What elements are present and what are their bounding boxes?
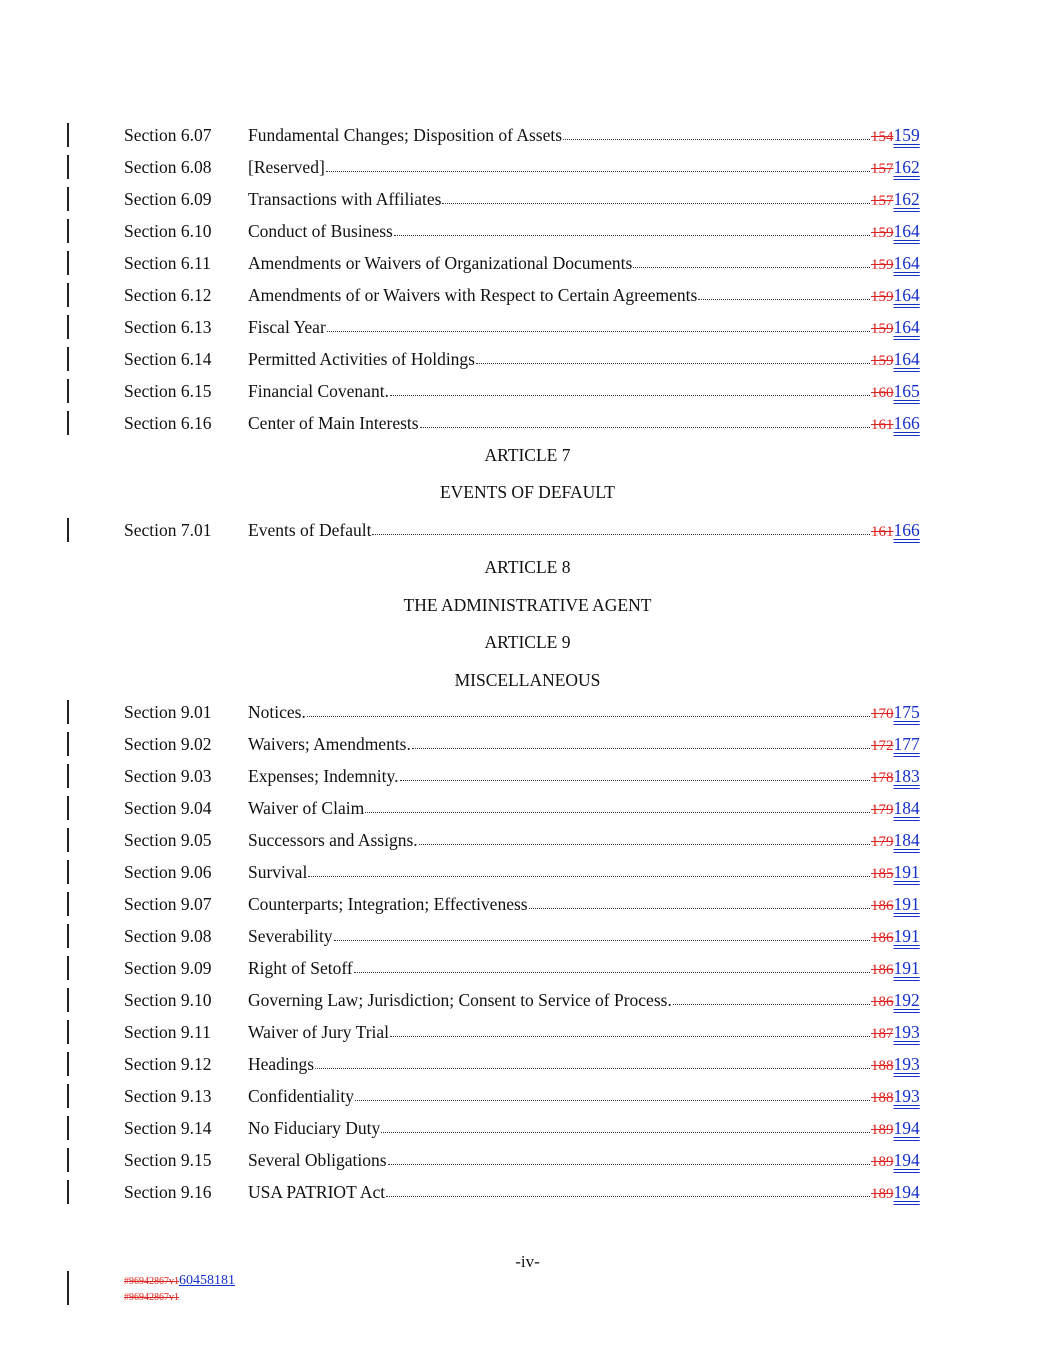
deleted-page-number: 159	[871, 257, 894, 273]
change-bar	[67, 732, 69, 756]
entry-title-wrap	[248, 514, 870, 546]
entry-title-wrap	[248, 1176, 870, 1208]
section-title: Financial Covenant.	[248, 381, 389, 401]
inserted-page-number[interactable]: 193	[893, 1054, 920, 1074]
deleted-page-number: 179	[871, 834, 894, 850]
toc-entry[interactable]	[0, 119, 1055, 151]
inserted-page-number[interactable]: 177	[893, 734, 920, 754]
change-bar	[67, 1052, 69, 1076]
section-number: Section 9.01	[124, 702, 212, 722]
section-number: Section 6.10	[124, 221, 212, 241]
section-title: Waivers; Amendments.	[248, 734, 411, 754]
deleted-page-number: 188	[871, 1090, 894, 1106]
change-bar	[67, 251, 69, 275]
section-number: Section 9.02	[124, 734, 212, 754]
toc-entry[interactable]	[0, 952, 1055, 984]
section-number: Section 9.14	[124, 1118, 212, 1138]
section-title: Center of Main Interests	[248, 413, 419, 433]
entry-title-wrap	[248, 952, 870, 984]
entry-title-wrap	[248, 247, 870, 279]
page-reference	[871, 1176, 920, 1210]
section-number: Section 6.13	[124, 317, 212, 337]
toc-entry[interactable]	[0, 1144, 1055, 1176]
toc-entry[interactable]	[0, 824, 1055, 856]
article-9-title: MISCELLANEOUS	[454, 670, 601, 690]
deleted-page-number: 189	[871, 1122, 894, 1138]
toc-entry[interactable]	[0, 856, 1055, 888]
inserted-page-number[interactable]: 164	[893, 285, 920, 305]
change-bar	[67, 1116, 69, 1140]
change-bar	[67, 315, 69, 339]
section-number: Section 6.14	[124, 349, 212, 369]
section-number: Section 9.16	[124, 1182, 212, 1202]
deleted-page-number: 157	[871, 193, 894, 209]
section-title: Amendments of or Waivers with Respect to Certain Agreements	[248, 285, 698, 305]
toc-entry[interactable]	[0, 407, 1055, 439]
entry-title-wrap	[248, 183, 870, 215]
inserted-page-number[interactable]: 191	[893, 894, 920, 914]
inserted-page-number[interactable]: 162	[893, 189, 920, 209]
deleted-page-number: 157	[871, 161, 894, 177]
deleted-page-number: 186	[871, 962, 894, 978]
section-title: Counterparts; Integration; Effectiveness	[248, 894, 528, 914]
article-8-title: THE ADMINISTRATIVE AGENT	[403, 595, 652, 615]
section-title: Waiver of Jury Trial	[248, 1022, 390, 1042]
toc-entry[interactable]	[0, 1112, 1055, 1144]
article-7-label: ARTICLE 7	[484, 445, 571, 465]
section-number: Section 9.13	[124, 1086, 212, 1106]
section-number: Section 6.12	[124, 285, 212, 305]
inserted-page-number[interactable]: 194	[893, 1150, 920, 1170]
toc-entry[interactable]	[0, 1176, 1055, 1208]
entry-title-wrap	[248, 792, 870, 824]
inserted-page-number[interactable]: 194	[893, 1118, 920, 1138]
toc-entry[interactable]	[0, 728, 1055, 760]
dot-leader	[673, 984, 870, 1005]
toc-entry[interactable]	[0, 1016, 1055, 1048]
inserted-page-number[interactable]: 191	[893, 862, 920, 882]
toc-entry[interactable]	[0, 311, 1055, 343]
section-number: Section 6.09	[124, 189, 212, 209]
page-reference	[871, 792, 920, 826]
deleted-page-number: 159	[871, 321, 894, 337]
dot-leader	[390, 1016, 870, 1037]
inserted-doc-id: 60458181	[179, 1273, 235, 1288]
dot-leader	[529, 888, 870, 909]
page-reference	[871, 856, 920, 890]
inserted-page-number[interactable]: 191	[893, 926, 920, 946]
page-reference	[871, 920, 920, 954]
section-title: Confidentiality	[248, 1086, 354, 1106]
dot-leader	[372, 514, 870, 535]
deleted-page-number: 170	[871, 706, 894, 722]
section-number: Section 9.15	[124, 1150, 212, 1170]
dot-leader	[698, 279, 870, 300]
change-bar	[67, 1020, 69, 1044]
section-title: Headings	[248, 1054, 315, 1074]
section-title: No Fiduciary Duty	[248, 1118, 381, 1138]
entry-title-wrap	[248, 279, 870, 311]
inserted-page-number[interactable]: 166	[893, 520, 920, 540]
page-reference	[871, 514, 920, 548]
change-bar	[67, 219, 69, 243]
deleted-doc-id: #96942867v1	[124, 1276, 179, 1287]
change-bar	[67, 1271, 69, 1305]
entry-title-wrap	[248, 696, 870, 728]
section-title: Fundamental Changes; Disposition of Assets	[248, 125, 563, 145]
deleted-page-number: 159	[871, 225, 894, 241]
section-title: Severability	[248, 926, 333, 946]
toc-group-article-7	[0, 514, 1055, 546]
entry-title-wrap	[248, 1016, 870, 1048]
change-bar	[67, 764, 69, 788]
page-reference	[871, 1016, 920, 1050]
page-reference	[871, 119, 920, 153]
dot-leader	[388, 1144, 870, 1165]
entry-title-wrap	[248, 824, 870, 856]
change-bar	[67, 828, 69, 852]
section-number: Section 7.01	[124, 520, 212, 540]
dot-leader	[394, 215, 870, 236]
dot-leader	[386, 1176, 870, 1197]
section-title: Permitted Activities of Holdings	[248, 349, 475, 369]
section-number: Section 9.06	[124, 862, 212, 882]
toc-entry[interactable]	[0, 696, 1055, 728]
deleted-page-number: 179	[871, 802, 894, 818]
section-number: Section 6.07	[124, 125, 212, 145]
change-bar	[67, 347, 69, 371]
toc-entry[interactable]	[0, 215, 1055, 247]
section-number: Section 9.10	[124, 990, 212, 1010]
entry-title-wrap	[248, 984, 870, 1016]
section-title: Survival	[248, 862, 308, 882]
entry-title-wrap	[248, 888, 870, 920]
toc-entry[interactable]	[0, 514, 1055, 546]
section-title: Successors and Assigns.	[248, 830, 418, 850]
section-title: [Reserved]	[248, 157, 325, 177]
section-title: Transactions with Affiliates	[248, 189, 442, 209]
entry-title-wrap	[248, 119, 870, 151]
dot-leader	[420, 407, 870, 428]
deleted-page-number: 178	[871, 770, 894, 786]
entry-title-wrap	[248, 407, 870, 439]
change-bar	[67, 796, 69, 820]
dot-leader	[334, 920, 870, 941]
deleted-page-number: 189	[871, 1186, 894, 1202]
section-title: Expenses; Indemnity.	[248, 766, 399, 786]
toc-entry[interactable]	[0, 375, 1055, 407]
article-8-label: ARTICLE 8	[484, 557, 571, 577]
dot-leader	[419, 824, 870, 845]
section-title: Conduct of Business	[248, 221, 393, 241]
change-bar	[67, 860, 69, 884]
toc-entry[interactable]	[0, 760, 1055, 792]
page-number: -iv-	[515, 1252, 540, 1271]
deleted-page-number: 161	[871, 417, 894, 433]
inserted-page-number[interactable]: 165	[893, 381, 920, 401]
change-bar	[67, 518, 69, 542]
change-bar	[67, 892, 69, 916]
change-bar	[67, 283, 69, 307]
change-bar	[67, 700, 69, 724]
entry-title-wrap	[248, 1048, 870, 1080]
toc-entry[interactable]	[0, 888, 1055, 920]
change-bar	[67, 956, 69, 980]
entry-title-wrap	[248, 1080, 870, 1112]
page-reference	[871, 311, 920, 345]
page-reference	[871, 247, 920, 281]
inserted-page-number[interactable]: 193	[893, 1022, 920, 1042]
section-number: Section 6.08	[124, 157, 212, 177]
section-title: USA PATRIOT Act	[248, 1182, 386, 1202]
entry-title-wrap	[248, 151, 870, 183]
page-reference	[871, 215, 920, 249]
page-reference	[871, 984, 920, 1018]
inserted-page-number[interactable]: 159	[893, 125, 920, 145]
toc-entry[interactable]	[0, 792, 1055, 824]
entry-title-wrap	[248, 856, 870, 888]
section-title: Waiver of Claim	[248, 798, 365, 818]
inserted-page-number[interactable]: 162	[893, 157, 920, 177]
dot-leader	[476, 343, 870, 364]
toc-entry[interactable]	[0, 920, 1055, 952]
dot-leader	[355, 1080, 870, 1101]
section-number: Section 9.08	[124, 926, 212, 946]
inserted-page-number[interactable]: 191	[893, 958, 920, 978]
section-title: Right of Setoff	[248, 958, 353, 978]
document-id-footer	[124, 1273, 235, 1305]
inserted-page-number[interactable]: 164	[893, 221, 920, 241]
section-number: Section 9.04	[124, 798, 212, 818]
entry-title-wrap	[248, 920, 870, 952]
inserted-page-number[interactable]: 184	[893, 830, 920, 850]
section-number: Section 9.03	[124, 766, 212, 786]
section-number: Section 6.16	[124, 413, 212, 433]
change-bar	[67, 187, 69, 211]
dot-leader	[633, 247, 870, 268]
article-7-title: EVENTS OF DEFAULT	[439, 482, 615, 502]
page-reference	[871, 375, 920, 409]
section-number: Section 9.11	[124, 1022, 211, 1042]
inserted-page-number[interactable]: 175	[893, 702, 920, 722]
section-title: Fiscal Year	[248, 317, 326, 337]
deleted-page-number: 188	[871, 1058, 894, 1074]
entry-title-wrap	[248, 1144, 870, 1176]
toc-entry[interactable]	[0, 1080, 1055, 1112]
inserted-page-number[interactable]: 164	[893, 253, 920, 273]
deleted-page-number: 186	[871, 898, 894, 914]
entry-title-wrap	[248, 1112, 870, 1144]
dot-leader	[412, 728, 870, 749]
deleted-page-number: 172	[871, 738, 894, 754]
deleted-page-number: 189	[871, 1154, 894, 1170]
deleted-page-number: 186	[871, 930, 894, 946]
page-reference	[871, 696, 920, 730]
dot-leader	[563, 119, 870, 140]
deleted-page-number: 159	[871, 353, 894, 369]
deleted-page-number: 187	[871, 1026, 894, 1042]
page-reference	[871, 343, 920, 377]
change-bar	[67, 155, 69, 179]
page-reference	[871, 888, 920, 922]
toc-entry[interactable]	[0, 343, 1055, 375]
section-number: Section 6.11	[124, 253, 211, 273]
toc-entry[interactable]	[0, 183, 1055, 215]
change-bar	[67, 924, 69, 948]
section-number: Section 9.05	[124, 830, 212, 850]
change-bar	[67, 411, 69, 435]
page-reference	[871, 1144, 920, 1178]
section-number: Section 9.12	[124, 1054, 212, 1074]
toc-group-article-9	[0, 696, 1055, 1208]
page-reference	[871, 279, 920, 313]
entry-title-wrap	[248, 728, 870, 760]
deleted-page-number: 154	[871, 129, 894, 145]
deleted-doc-id-2: #96942867v1	[124, 1292, 179, 1303]
page-reference	[871, 1048, 920, 1082]
change-bar	[67, 379, 69, 403]
deleted-page-number: 159	[871, 289, 894, 305]
page-reference	[871, 151, 920, 185]
page-reference	[871, 824, 920, 858]
section-number: Section 9.07	[124, 894, 212, 914]
inserted-page-number[interactable]: 193	[893, 1086, 920, 1106]
section-number: Section 9.09	[124, 958, 212, 978]
section-title: Notices.	[248, 702, 306, 722]
entry-title-wrap	[248, 215, 870, 247]
page-reference	[871, 1080, 920, 1114]
toc-entry[interactable]	[0, 247, 1055, 279]
dot-leader	[354, 952, 870, 973]
inserted-page-number[interactable]: 183	[893, 766, 920, 786]
dot-leader	[327, 311, 870, 332]
change-bar	[67, 1084, 69, 1108]
table-of-contents	[0, 119, 1055, 1208]
toc-entry[interactable]	[0, 279, 1055, 311]
page-reference	[871, 1112, 920, 1146]
deleted-page-number: 161	[871, 524, 894, 540]
deleted-page-number: 160	[871, 385, 894, 401]
page-reference	[871, 407, 920, 441]
section-title: Governing Law; Jurisdiction; Consent to Service of Process.	[248, 990, 672, 1010]
toc-entry[interactable]	[0, 984, 1055, 1016]
dot-leader	[308, 856, 870, 877]
dot-leader	[381, 1112, 870, 1133]
inserted-page-number[interactable]: 166	[893, 413, 920, 433]
inserted-page-number[interactable]: 192	[893, 990, 920, 1010]
deleted-page-number: 186	[871, 994, 894, 1010]
toc-entry[interactable]	[0, 1048, 1055, 1080]
toc-entry[interactable]	[0, 151, 1055, 183]
dot-leader	[390, 375, 870, 396]
dot-leader	[442, 183, 870, 204]
section-title: Several Obligations	[248, 1150, 387, 1170]
inserted-page-number[interactable]: 184	[893, 798, 920, 818]
change-bar	[67, 123, 69, 147]
change-bar	[67, 1180, 69, 1204]
article-9-label: ARTICLE 9	[484, 632, 571, 652]
dot-leader	[365, 792, 870, 813]
inserted-page-number[interactable]: 164	[893, 317, 920, 337]
change-bar	[67, 988, 69, 1012]
section-number: Section 6.15	[124, 381, 212, 401]
dot-leader	[315, 1048, 870, 1069]
inserted-page-number[interactable]: 164	[893, 349, 920, 369]
dot-leader	[326, 151, 870, 172]
inserted-page-number[interactable]: 194	[893, 1182, 920, 1202]
page-reference	[871, 760, 920, 794]
section-title: Amendments or Waivers of Organizational Documents	[248, 253, 633, 273]
entry-title-wrap	[248, 311, 870, 343]
change-bar	[67, 1148, 69, 1172]
toc-group-article-6	[0, 119, 1055, 439]
dot-leader	[400, 760, 870, 781]
page-reference	[871, 728, 920, 762]
dot-leader	[307, 696, 870, 717]
entry-title-wrap	[248, 760, 870, 792]
entry-title-wrap	[248, 343, 870, 375]
page-reference	[871, 183, 920, 217]
entry-title-wrap	[248, 375, 870, 407]
page-reference	[871, 952, 920, 986]
deleted-page-number: 185	[871, 866, 894, 882]
section-title: Events of Default	[248, 520, 372, 540]
